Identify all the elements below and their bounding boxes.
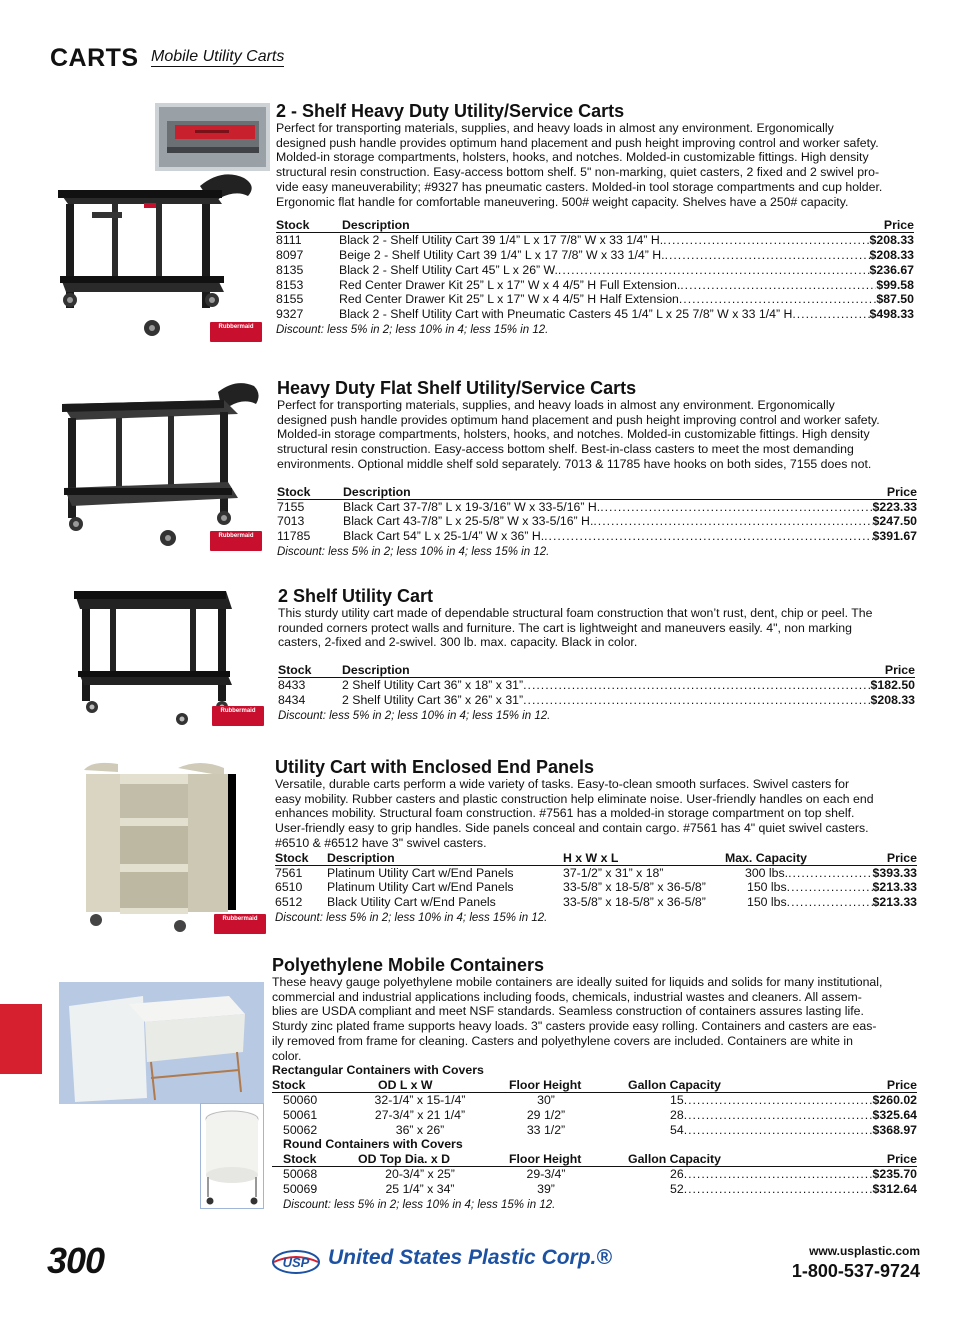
website-link[interactable]: www.usplastic.com: [809, 1244, 920, 1258]
price-table: [276, 218, 914, 322]
table-row: 8097 Beige 2 - Shelf Utility Cart 39 1/4” L x 17 7/8” W x 33 1/4” H. ..... $208.33: [276, 248, 914, 263]
table-row: 8155 Red Center Drawer Kit 25” L x 17” W x 4 4/5” H Half Extension ..... $87.50: [276, 292, 914, 307]
round-containers-heading: Round Containers with Covers: [283, 1137, 463, 1152]
table-row: 7155 Black Cart 37-7/8” L x 19-3/16” W x 33-5/16” H. ..... $223.33: [277, 500, 917, 515]
table-row: 11785 Black Cart 54” L x 25-1/4” W x 36” H. ..... $391.67: [277, 529, 917, 544]
table-header: Stock OD Top Dia. x D Floor Height Gallon Capacity Price: [272, 1152, 917, 1167]
page-title: CARTS: [50, 44, 139, 72]
page-header: [50, 44, 350, 74]
page-number: 300: [47, 1240, 105, 1281]
table-row: 9327 Black 2 - Shelf Utility Cart with Pneumatic Casters 45 1/4” L x 25 7/8” W x 33 1/4” H ..... $498.33: [276, 307, 914, 322]
section-title: Heavy Duty Flat Shelf Utility/Service Carts: [277, 378, 637, 398]
section-title: 2 Shelf Utility Cart: [278, 586, 434, 606]
table-row: 50069 25 1/4” x 34” 39” 52 ..... $312.64: [272, 1182, 917, 1197]
table-row: 8434 2 Shelf Utility Cart 36” x 26” x 31” ..... $208.33: [278, 693, 915, 708]
table-row: 8433 2 Shelf Utility Cart 36” x 18” x 31” ..... $182.50: [278, 678, 915, 693]
company-logo: [272, 1244, 632, 1280]
drawer-kit-image: [155, 103, 270, 171]
table-row: 50060 32-1/4” x 15-1/4” 30” 15 ..... $260.02: [272, 1093, 917, 1108]
table-row: 50061 27-3/4” x 21 1/4” 29 1/2” 28 ..... $325.64: [272, 1108, 917, 1123]
table-row: 50062 36” x 26” 33 1/2” 54 ..... $368.97: [272, 1123, 917, 1138]
discount-note: Discount: less 5% in 2; less 10% in 4; less 15% in 12.: [283, 1198, 556, 1211]
usp-logo-text: USP: [282, 1255, 310, 1270]
discount-note: Discount: less 5% in 2; less 10% in 4; less 15% in 12.: [275, 911, 548, 924]
section-title: Polyethylene Mobile Containers: [272, 955, 545, 975]
table-row: 6510 Platinum Utility Cart w/End Panels 33-5/8” x 18-5/8” x 36-5/8” 150 lbs ..... $213.33: [275, 880, 917, 895]
round-price-table: [272, 1152, 917, 1197]
discount-note: Discount: less 5% in 2; less 10% in 4; less 15% in 12.: [277, 545, 550, 558]
table-header: Stock Description H x W x L Max. Capacity Price: [275, 850, 917, 865]
table-row: 6512 Black Utility Cart w/End Panels 33-5/8” x 18-5/8” x 36-5/8” 150 lbs ..... $213.33: [275, 895, 917, 910]
section-description: These heavy gauge polyethylene mobile containers are ideally suited for liquids and solids for many institutional, commercial and industrial applications including foods, chemicals, industrial wastes and cleaners. All assem- blies are USDA compliant and meet NSF standards. Seamless construction of containers assures lasting life. Sturdy zinc plated frame supports heavy loads. 3" casters provide easy rolling. Containers and casters are eas- ily removed from frame for cleaning. Casters and polyethylene covers are included. Containers are white in color.: [272, 975, 883, 1063]
usp-logo: [272, 1249, 320, 1275]
table-header: Stock Description Price: [278, 663, 915, 678]
rubbermaid-logo: Rubbermaid: [214, 914, 266, 934]
section-description: This sturdy utility cart made of dependable structural foam construction that won’t rust, dent, chip or peel. The rounded corners protect walls and furniture. The cart is lightweight and maneuvers easily. 4", non marking casters, 2-fixed and 2-swivel. 300 lb. max. capacity. Black in color.: [278, 606, 873, 650]
table-row: 7013 Black Cart 43-7/8” L x 25-5/8” W x 33-5/16” H. ..... $247.50: [277, 514, 917, 529]
cart-2-shelf-image: [52, 168, 262, 346]
section-description: Versatile, durable carts perform a wide variety of tasks. Easy-to-clean smooth surfaces. Swivel casters for easy mobility. Rubber casters and plastic construction help eliminate noise. User-friendly handles on each end enhances mobility. Structural foam construction. #7561 has a molded-in storage compartment on top shelf. User-friendly easy to grip handles. Side panels conceal and contain cargo. #7561 has 4" quiet swivel casters. #6510 & #6512 have 3" swivel casters.: [275, 777, 874, 850]
rect-containers-heading: Rectangular Containers with Covers: [272, 1063, 484, 1078]
section-flat-shelf-carts: [277, 378, 917, 560]
section-title: Utility Cart with Enclosed End Panels: [275, 757, 595, 777]
price-table: [278, 663, 915, 708]
rectangular-container-image: [59, 982, 264, 1104]
price-table: [277, 485, 917, 544]
table-row: 7561 Platinum Utility Cart w/End Panels 37-1/2” x 31” x 18” 300 lbs. ..... $393.33: [275, 866, 917, 881]
round-container-image: [200, 1103, 264, 1209]
price-table: [275, 851, 917, 910]
section-description: Perfect for transporting materials, supplies, and heavy loads in almost any environment. Ergonomically designed push handle provides optimum hand placement and push height improving control and worker safety. Molded-in storage compartments, holsters, hooks, and notches. Molded-in customizable fittings. High density structural resin construction. Easy-access bottom shelf. 5" non-marking, quiet casters, 2 fixed and 2 swivel pro- vide easy maneuverability; #9327 has pneumatic casters. Molded-in tool storage compartments and cup holder. Ergonomic flat handle for comfortable maneuvering. 500# weight capacity. Shelves have a 250# capacity.: [276, 121, 883, 209]
page-subtitle: Mobile Utility Carts: [151, 48, 285, 65]
section-enclosed-end-panels: [275, 757, 917, 926]
section-polyethylene-containers: [272, 955, 917, 1213]
phone-number: 1-800-537-9724: [791, 1261, 920, 1281]
section-2-shelf-utility-cart: [278, 586, 915, 724]
section-description: Perfect for transporting materials, supplies, and heavy loads in almost any environment. Ergonomically designed push handle provides optimum hand placement and push height improving control and worker safety. Molded-in storage compartments, holsters, hooks, and notches. Molded-in customizable fittings. High density structural resin construction. Easy-access bottom shelf. Best-in-class casters to meet the most demanding environments. Optional middle shelf sold separately. 7013 & 11785 have hooks on both sides, 7155 does not.: [277, 398, 880, 471]
rect-price-table: [272, 1078, 917, 1137]
table-header: Stock Description Price: [276, 218, 914, 233]
company-name: United States Plastic Corp.®: [328, 1246, 612, 1269]
table-row: 8135 Black 2 - Shelf Utility Cart 45” L x 26” W. ..... $236.67: [276, 263, 914, 278]
enclosed-panel-cart-image: [78, 760, 266, 938]
table-header: Stock OD L x W Floor Height Gallon Capacity Price: [272, 1078, 917, 1093]
table-row: 8111 Black 2 - Shelf Utility Cart 39 1/4” L x 17 7/8” W x 33 1/4” H. ..... $208.33: [276, 233, 914, 248]
section-title: 2 - Shelf Heavy Duty Utility/Service Carts: [276, 101, 625, 121]
rubbermaid-logo: Rubbermaid: [210, 531, 262, 551]
rubbermaid-logo: Rubbermaid: [210, 322, 262, 342]
discount-note: Discount: less 5% in 2; less 10% in 4; less 15% in 12.: [278, 709, 551, 722]
section-heavy-duty-utility-carts: [276, 101, 914, 338]
section-tab-marker: [0, 1004, 42, 1074]
flat-shelf-cart-image: [58, 378, 263, 554]
table-header: Stock Description Price: [277, 484, 917, 499]
table-row: 50068 20-3/4” x 25” 29-3/4” 26 ..... $235.70: [272, 1167, 917, 1182]
rubbermaid-logo: Rubbermaid: [212, 706, 264, 726]
table-row: 8153 Red Center Drawer Kit 25” L x 17” W x 4 4/5” H Full Extension. ..... $99.58: [276, 278, 914, 293]
discount-note: Discount: less 5% in 2; less 10% in 4; less 15% in 12.: [276, 324, 549, 336]
